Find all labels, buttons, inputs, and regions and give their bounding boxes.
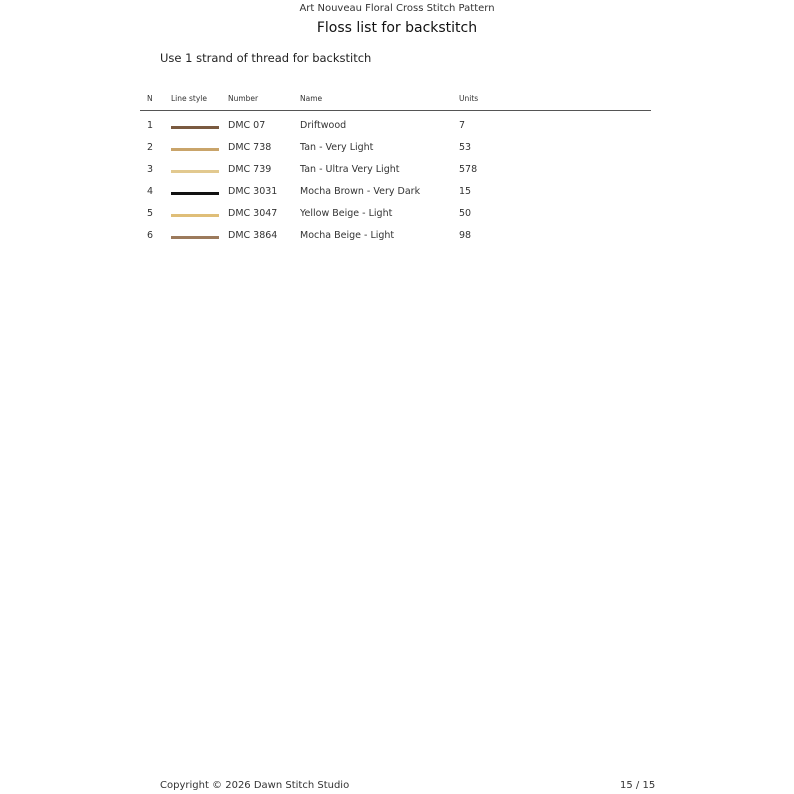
column-header-number: Number [228, 94, 259, 103]
row-index: 6 [147, 230, 154, 241]
table-row [140, 204, 651, 226]
column-header-line-style: Line style [171, 94, 207, 103]
floss-units: 578 [459, 164, 478, 175]
line-style-swatch [171, 236, 219, 239]
floss-units: 50 [459, 208, 472, 219]
line-style-swatch [171, 214, 219, 217]
row-index: 3 [147, 164, 154, 175]
row-index: 5 [147, 208, 154, 219]
page-number: 15 / 15 [620, 780, 656, 791]
line-style-swatch [171, 170, 219, 173]
floss-table [140, 92, 651, 248]
page-title: Floss list for backstitch [316, 20, 478, 36]
floss-units: 53 [459, 142, 472, 153]
table-body [140, 116, 651, 248]
floss-number: DMC 3047 [228, 208, 278, 219]
floss-name: Driftwood [300, 120, 347, 131]
floss-units: 98 [459, 230, 472, 241]
line-style-swatch [171, 192, 219, 195]
table-row [140, 182, 651, 204]
table-row [140, 160, 651, 182]
table-row [140, 116, 651, 138]
floss-number: DMC 07 [228, 120, 266, 131]
column-header-name: Name [300, 94, 323, 103]
row-index: 4 [147, 186, 154, 197]
floss-name: Mocha Brown - Very Dark [300, 186, 421, 197]
floss-number: DMC 739 [228, 164, 272, 175]
floss-name: Tan - Ultra Very Light [300, 164, 400, 175]
table-header [140, 92, 651, 111]
floss-number: DMC 3031 [228, 186, 278, 197]
floss-units: 7 [459, 120, 466, 131]
line-style-swatch [171, 148, 219, 151]
row-index: 2 [147, 142, 154, 153]
column-header-units: Units [459, 94, 479, 103]
floss-name: Tan - Very Light [300, 142, 374, 153]
column-header-n: N [147, 94, 153, 103]
floss-number: DMC 738 [228, 142, 272, 153]
line-style-swatch [171, 126, 219, 129]
floss-name: Yellow Beige - Light [300, 208, 393, 219]
floss-name: Mocha Beige - Light [300, 230, 395, 241]
row-index: 1 [147, 120, 154, 131]
table-row [140, 226, 651, 248]
copyright-text: Copyright © 2026 Dawn Stitch Studio [160, 780, 350, 791]
floss-number: DMC 3864 [228, 230, 278, 241]
floss-units: 15 [459, 186, 472, 197]
document-header: Art Nouveau Floral Cross Stitch Pattern [299, 3, 495, 14]
instruction-text: Use 1 strand of thread for backstitch [160, 51, 372, 65]
table-row [140, 138, 651, 160]
